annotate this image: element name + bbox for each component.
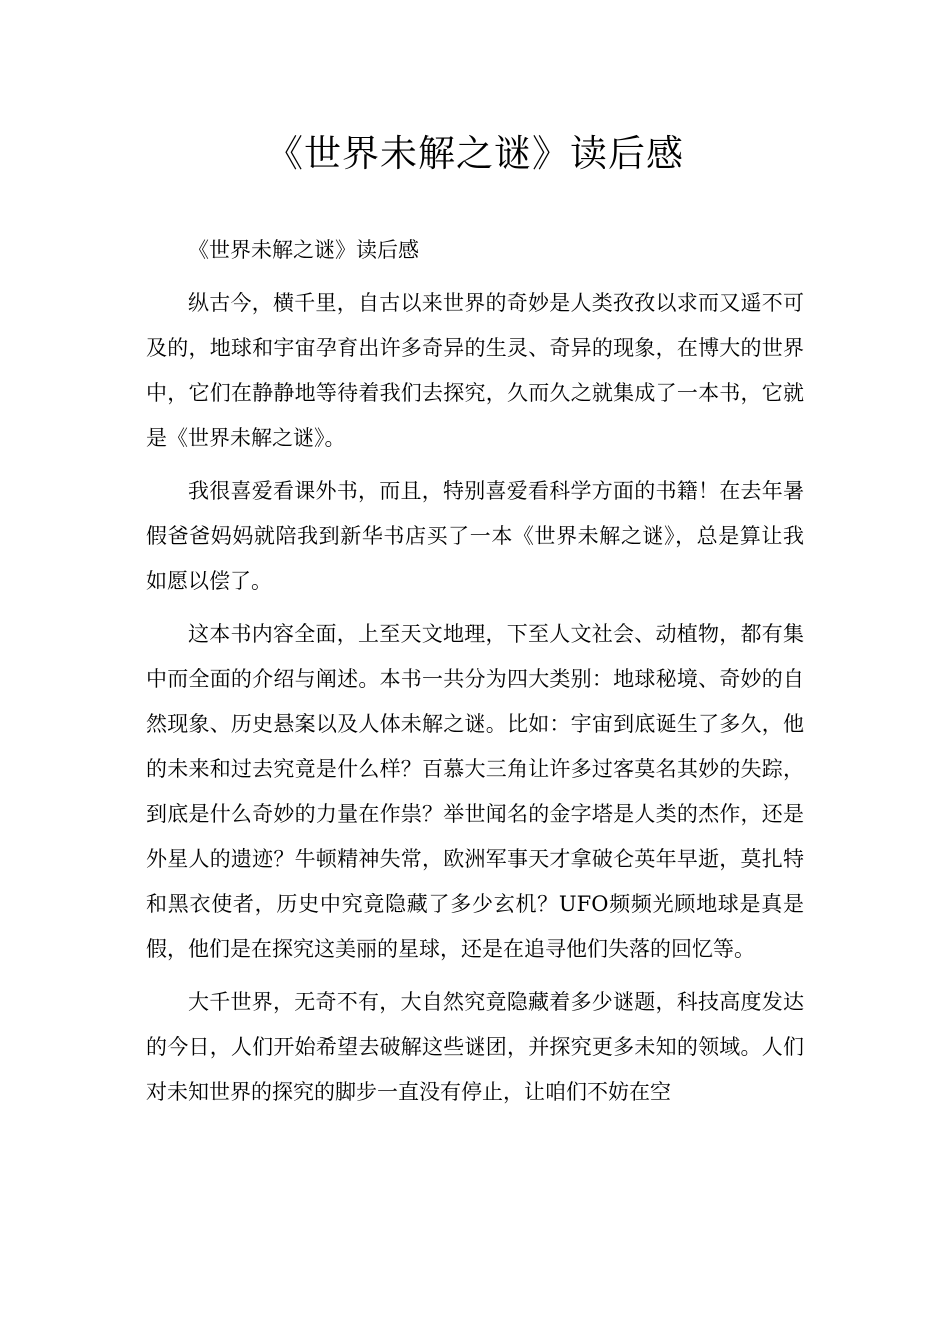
paragraph-book-purchase: 我很喜爱看课外书，而且，特别喜爱看科学方面的书籍！在去年暑假爸爸妈妈就陪我到新华书店买了一本《世界未解之谜》，总是算让我如愿以偿了。 [146,479,804,593]
paragraph-subtitle: 《世界未解之谜》读后感 [188,238,419,262]
paragraph-book-content: 这本书内容全面，上至天文地理，下至人文社会、动植物，都有集中而全面的介绍与阐述。本书一共分为四大类别：地球秘境、奇妙的自然现象、历史悬案以及人体未解之谜。比如：宇宙到底诞生了多久，他的未来和过去究竟是什么样？百慕大三角让许多过客莫名其妙的失踪，到底是什么奇妙的力量在作祟？举世闻名的金字塔是人类的杰作，还是外星人的遗迹？牛顿精神失常，欧洲军事天才拿破仑英年早逝，莫扎特和黑衣使者，历史中究竟隐藏了多少玄机？UFO频频光顾地球是真是假，他们是在探究这美丽的星球，还是在追寻他们失落的回忆等。 [146,622,804,961]
paragraph-conclusion: 大千世界，无奇不有，大自然究竟隐藏着多少谜题，科技高度发达的今日，人们开始希望去破解这些谜团，并探究更多未知的领域。人们对未知世界的探究的脚步一直没有停止，让咱们不妨在空 [146,990,804,1104]
paragraph-intro: 纵古今，横千里，自古以来世界的奇妙是人类孜孜以求而又遥不可及的，地球和宇宙孕育出许多奇异的生灵、奇异的现象，在博大的世界中，它们在静静地等待着我们去探究，久而久之就集成了一本书，它就是《世界未解之谜》。 [146,291,804,450]
document-body [146,228,804,1123]
document-title: 《世界未解之谜》读后感 [266,132,684,175]
